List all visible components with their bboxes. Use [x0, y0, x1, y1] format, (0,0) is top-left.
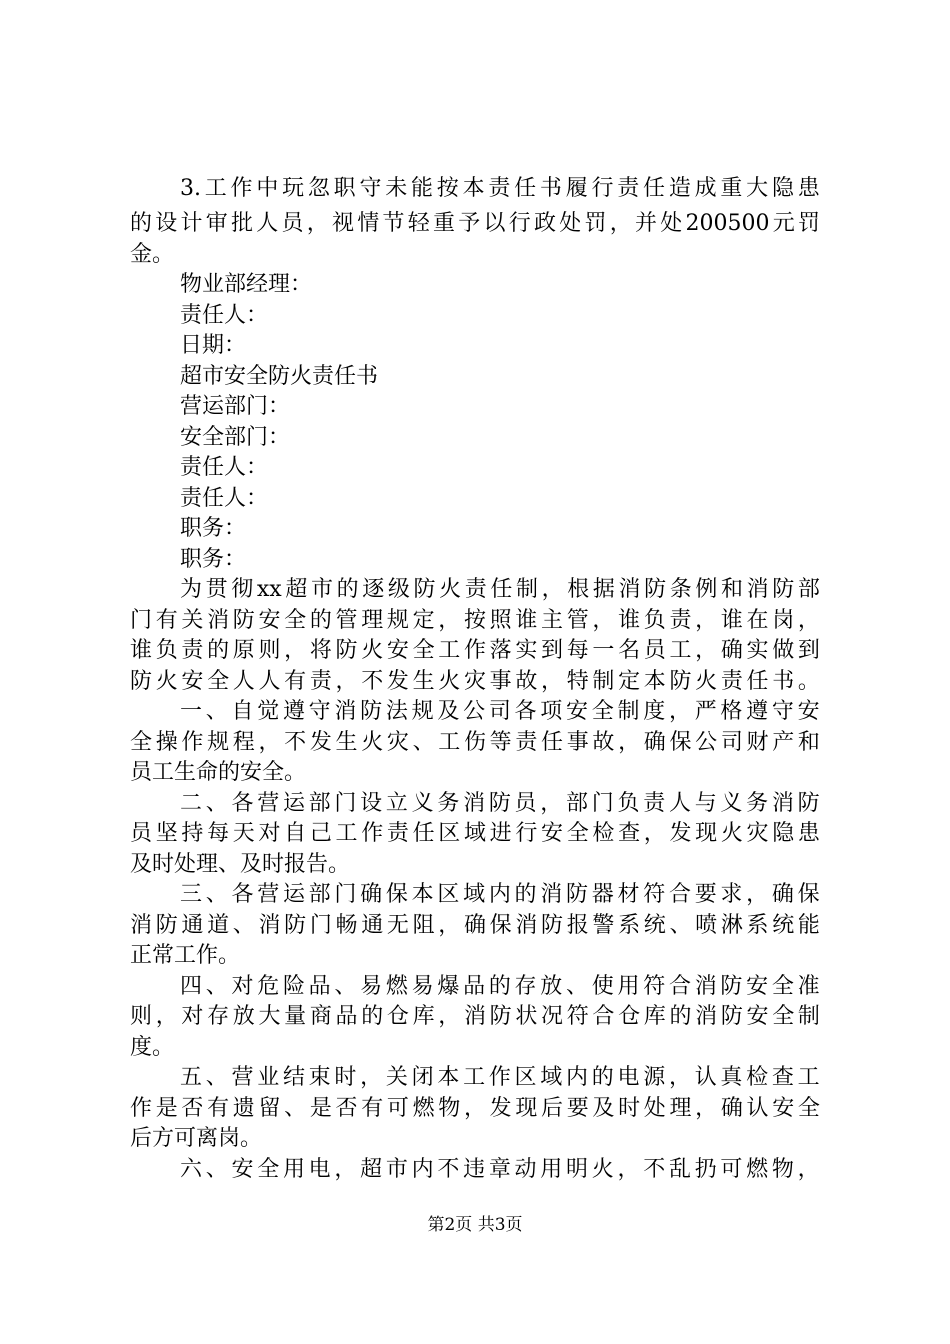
line-text: 营运部门： [180, 394, 291, 419]
line-text: 消 防 通 道 、 消 防 门 畅 通 无 阻 ， 确 保 消 防 报 警 系 统 、 喷 淋 系 统 能 [130, 913, 820, 938]
line-text: 责任人： [180, 455, 269, 480]
text-line [0, 850, 950, 880]
text-line [0, 1002, 950, 1032]
line-text: 作 是 否 有 遗 留 、 是 否 有 可 燃 物 ， 发 现 后 要 及 时 处 理 ， 确 认 安 全 [130, 1096, 820, 1121]
text-line [0, 545, 950, 575]
text-line [0, 270, 950, 300]
line-text: 防 火 安 全 人 人 有 责 ， 不 发 生 火 灾 事 故 ， 特 制 定 本 防 火 责 任 书 。 [130, 669, 820, 694]
text-line [0, 453, 950, 483]
line-text: 金。 [130, 242, 175, 267]
line-text: 五 、 营 业 结 束 时 ， 关 闭 本 工 作 区 域 内 的 电 源 ， 认 真 检 查 工 [180, 1065, 820, 1090]
text-line [0, 941, 950, 971]
text-line [0, 636, 950, 666]
text-line [0, 392, 950, 422]
line-text: 全 操 作 规 程 ， 不 发 生 火 灾 、 工 伤 等 责 任 事 故 ， 确 保 公 司 财 产 和 [130, 730, 820, 755]
text-line [0, 301, 950, 331]
text-line [0, 514, 950, 544]
line-text: 责任人： [180, 486, 269, 511]
text-line [0, 240, 950, 270]
text-line [0, 911, 950, 941]
line-text: 谁 负 责 的 原 则 ， 将 防 火 安 全 工 作 落 实 到 每 一 名 员 工 ， 确 实 做 到 [130, 638, 820, 663]
line-text: 一 、 自 觉 遵 守 消 防 法 规 及 公 司 各 项 安 全 制 度 ， 严 格 遵 守 安 [180, 699, 820, 724]
line-text: 为 贯 彻 xx 超 市 的 逐 级 防 火 责 任 制 ， 根 据 消 防 条 例 和 消 防 部 [180, 577, 820, 602]
line-text: 二 、 各 营 运 部 门 设 立 义 务 消 防 员 ， 部 门 负 责 人 与 义 务 消 防 [180, 791, 820, 816]
text-line [0, 1124, 950, 1154]
line-text: 员工生命的安全。 [130, 760, 307, 785]
text-line [0, 575, 950, 605]
text-line [0, 1155, 950, 1185]
line-text: 后方可离岗。 [130, 1126, 263, 1151]
page-number-footer: 第2页 共3页 [427, 1215, 523, 1235]
line-text: 责任人： [180, 303, 269, 328]
line-text: 三 、 各 营 运 部 门 确 保 本 区 域 内 的 消 防 器 材 符 合 要 求 ， 确 保 [180, 882, 820, 907]
text-line [0, 331, 950, 361]
text-line [0, 1063, 950, 1093]
line-text: 及时处理、及时报告。 [130, 852, 351, 877]
text-line [0, 667, 950, 697]
text-line [0, 789, 950, 819]
text-line [0, 758, 950, 788]
text-line [0, 209, 950, 239]
line-text: 度。 [130, 1035, 175, 1060]
line-text: 职务： [180, 547, 247, 572]
text-line [0, 728, 950, 758]
line-text: 3. 工 作 中 玩 忽 职 守 未 能 按 本 责 任 书 履 行 责 任 造 成 重 大 隐 患 [180, 176, 820, 201]
text-line [0, 972, 950, 1002]
line-text: 职务： [180, 516, 247, 541]
text-line [0, 819, 950, 849]
text-line [0, 880, 950, 910]
line-text: 正常工作。 [130, 943, 241, 968]
line-text: 四 、 对 危 险 品 、 易 燃 易 爆 品 的 存 放 、 使 用 符 合 消 防 安 全 准 [180, 974, 820, 999]
line-text: 门 有 关 消 防 安 全 的 管 理 规 定 ， 按 照 谁 主 管 ， 谁 负 责 ， 谁 在 岗 ， [130, 608, 820, 633]
text-line [0, 606, 950, 636]
text-line [0, 697, 950, 727]
text-line [0, 362, 950, 392]
line-text: 员 坚 持 每 天 对 自 己 工 作 责 任 区 域 进 行 安 全 检 查 ， 发 现 火 灾 隐 患 [130, 821, 820, 846]
line-text: 的 设 计 审 批 人 员 ， 视 情 节 轻 重 予 以 行 政 处 罚 ， 并 处 200500 元 罚 [130, 211, 820, 236]
line-text: 安全部门： [180, 425, 291, 450]
text-line [0, 174, 950, 204]
line-text: 六 、 安 全 用 电 ， 超 市 内 不 违 章 动 用 明 火 ， 不 乱 扔 可 燃 物 ， [180, 1157, 820, 1182]
text-line [0, 1094, 950, 1124]
text-line [0, 423, 950, 453]
line-text: 超市安全防火责任书 [180, 364, 379, 389]
text-line [0, 1033, 950, 1063]
line-text: 物业部经理： [180, 272, 313, 297]
line-text: 日期： [180, 333, 247, 358]
line-text: 则 ， 对 存 放 大 量 商 品 的 仓 库 ， 消 防 状 况 符 合 仓 库 的 消 防 安 全 制 [130, 1004, 820, 1029]
text-line [0, 484, 950, 514]
